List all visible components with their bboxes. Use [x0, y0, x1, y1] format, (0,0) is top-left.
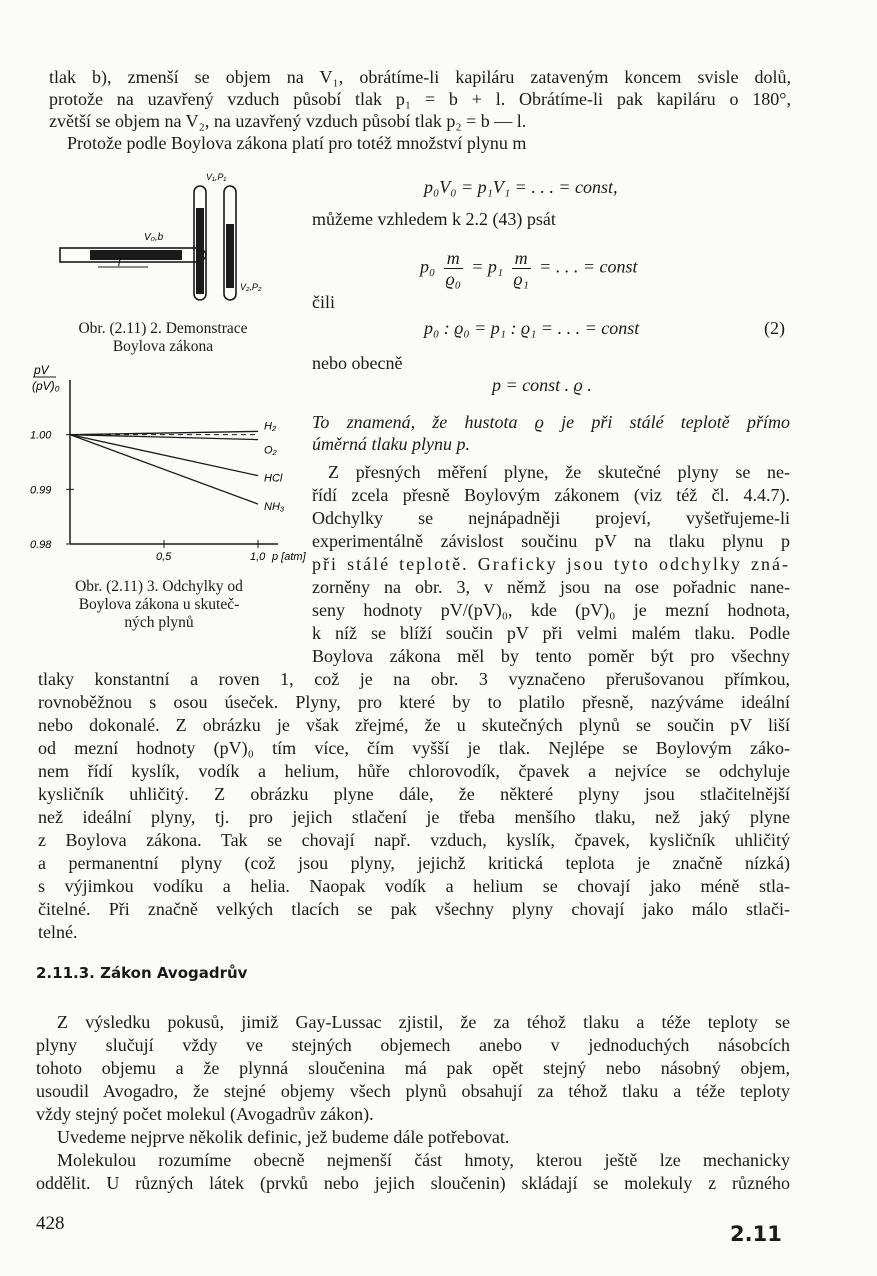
- mercury-column: [90, 250, 182, 260]
- y-label-top: pV: [34, 363, 49, 377]
- text-line: než ideální plyny, tj. pro jejich stlačení je třeba menšího tlaku, než jaký plyne: [38, 807, 790, 827]
- text-line: z Boylova zákona. Tak se chovají např. vzduch, kyslík, čpavek, kysličník uhličitý: [38, 830, 790, 850]
- text-line: Odchylky se nejnápadněji projeví, vyšetřujeme-li: [312, 508, 790, 528]
- x-tick-label: 0,5: [156, 551, 172, 563]
- text-line: oddělit. U různých látek (prvků nebo jejich sloučenin) skládají se molekuly z různého: [36, 1173, 790, 1193]
- text-line: usoudil Avogadro, že stejné objemy všech plynů obsahují za téhož tlaku a téže teploty: [36, 1081, 790, 1101]
- text-line: vždy stejný počet molekul (Avogadrův zákon).: [36, 1104, 374, 1124]
- text-line: nem řídí kyslík, vodík a helium, hůře chlorovodík, čpavek a nejvíce se odchyluje: [38, 761, 790, 781]
- text-line: zvětší se objem na V₂, na uzavřený vzduch působí tlak p₂ = b — l.: [49, 111, 527, 131]
- text-line: Molekulou rozumíme obecně nejmenší část hmoty, kterou ještě lze mechanicky: [57, 1150, 790, 1170]
- text-line: experimentálně závislost součinu pV na tlaku plynu p: [312, 531, 790, 551]
- equation-4: p = const . ϱ .: [492, 375, 592, 395]
- text-line: telné.: [38, 922, 78, 942]
- equation-2: p₀ $\frac{m}{\text{ϱ₀}}$ = p₁ $\frac{m}{\text{ϱ₁}}$ = . . . = const: [420, 248, 638, 289]
- text-line: čitelné. Při značně velkých tlacích se pak všechny plyny chovají jako málo stlači-: [38, 899, 790, 919]
- equation-number: (2): [764, 318, 785, 338]
- text-line: tlak b), zmenší se objem na V₁, obrátíme-li kapiláru zataveným koncem svisle dolů,: [49, 67, 791, 87]
- series-label-3: HCl: [264, 472, 283, 485]
- series-label-4: NH₃: [264, 501, 285, 514]
- text-line: nebo obecně: [312, 353, 403, 373]
- series-label-2: O₂: [264, 444, 277, 457]
- text-line: Boylova zákona měl by tento poměr být pro všechny: [312, 646, 790, 666]
- figure-caption: Obr. (2.11) 2. Demonstrace Boylova zákona: [78, 320, 248, 355]
- label-v2p2: V₂,P₂: [240, 282, 262, 292]
- section-heading: 2.11.3. Zákon Avogadrův: [36, 964, 248, 982]
- y-tick-label: 1.00: [30, 429, 52, 442]
- y-tick-label: 0.98: [30, 539, 52, 551]
- series-line-2: [70, 435, 258, 440]
- page-number: 428: [36, 1213, 65, 1234]
- text-line: nebo dokonalé. Z obrázku je však zřejmé, že u skutečných plynů se součin pV liší: [38, 715, 790, 735]
- text-line: řídí zcela přesně Boylovým zákonem (viz též čl. 4.4.7).: [312, 485, 790, 505]
- deviation-chart: [28, 362, 306, 570]
- text-line: a permanentní plyny (což jsou plyny, jejichž kritická teplota je značně nízká): [38, 853, 790, 873]
- text-line: rovnoběžnou s osou úseček. Plyny, pro které by to platilo přesně, nazýváme ideální: [38, 692, 790, 712]
- text-line: čili: [312, 292, 335, 312]
- x-tick-label: 1,0: [250, 551, 266, 563]
- x-axis-label: p [atm]: [272, 551, 306, 563]
- text-line: k níž se blíží součin pV při velmi malém tlaku. Podle: [312, 623, 790, 643]
- text-line: To znamená, že hustota ϱ je při stálé teplotě přímo: [312, 412, 790, 432]
- boyle-apparatus-figure: [40, 170, 300, 310]
- text-line: zorněny na obr. 3, v němž jsou na ose pořadnic nane-: [312, 577, 790, 597]
- text-line: při stálé teplotě. Graficky jsou tyto odchylky zná-: [312, 554, 790, 574]
- label-v0b: V₀,b: [144, 232, 164, 243]
- text-line: Z výsledku pokusů, jimiž Gay-Lussac zjistil, že za téhož tlaku a téže teploty se: [57, 1012, 790, 1032]
- label-v1p1: V₁,P₁: [206, 172, 227, 182]
- text-line: Uvedeme nejprve několik definic, jež budeme dále potřebovat.: [57, 1127, 510, 1147]
- text-line: kysličník uhličitý. Z obrázku plyne dále, že některé plyny jsou stlačitelnější: [38, 784, 790, 804]
- equation-3: p₀ : ϱ₀ = p₁ : ϱ₁ = . . . = const: [424, 318, 640, 338]
- text-line: seny hodnoty pV/(pV)₀, kde (pV)₀ je mezní hodnota,: [312, 600, 790, 620]
- label-l: l: [118, 257, 121, 269]
- text-line: od mezní hodnoty (pV)₀ tím více, čím vyšší je tlak. Nejlépe se Boylovým záko-: [38, 738, 790, 758]
- text-line: s výjimkou vodíku a helia. Naopak vodík a helium se chovají jako méně stla-: [38, 876, 790, 896]
- y-label-bottom: (pV)₀: [32, 379, 60, 393]
- text-line: protože na uzavřený vzduch působí tlak p₁ = b + l. Obrátíme-li pak kapiláru o 180°,: [49, 89, 791, 109]
- y-tick-label: 0.99: [30, 484, 52, 497]
- text-line: můžeme vzhledem k 2.2 (43) psát: [312, 209, 556, 229]
- chapter-number: 2.11: [730, 1222, 782, 1246]
- text-line: tohoto objemu a že plynná sloučenina má pak opět stejný nebo násobný objem,: [36, 1058, 790, 1078]
- series-label-1: H₂: [264, 420, 277, 433]
- text-line: úměrná tlaku plynu p.: [312, 434, 470, 454]
- text-line: Z přesných měření plyne, že skutečné plyny se ne-: [328, 462, 790, 482]
- text-line: plyny slučují vždy ve stejných objemech anebo v jednoduchých násobcích: [36, 1035, 790, 1055]
- equation-1: p₀V₀ = p₁V₁ = . . . = const,: [424, 177, 618, 197]
- text-line: tlaky konstantní a roven 1, což je na obr. 3 vyznačeno přerušovanou přímkou,: [38, 669, 790, 689]
- text-line: Protože podle Boylova zákona platí pro totéž množství plynu m: [67, 133, 527, 153]
- figure-caption: Obr. (2.11) 3. Odchylky od Boylova zákona u skuteč- ných plynů: [75, 578, 243, 631]
